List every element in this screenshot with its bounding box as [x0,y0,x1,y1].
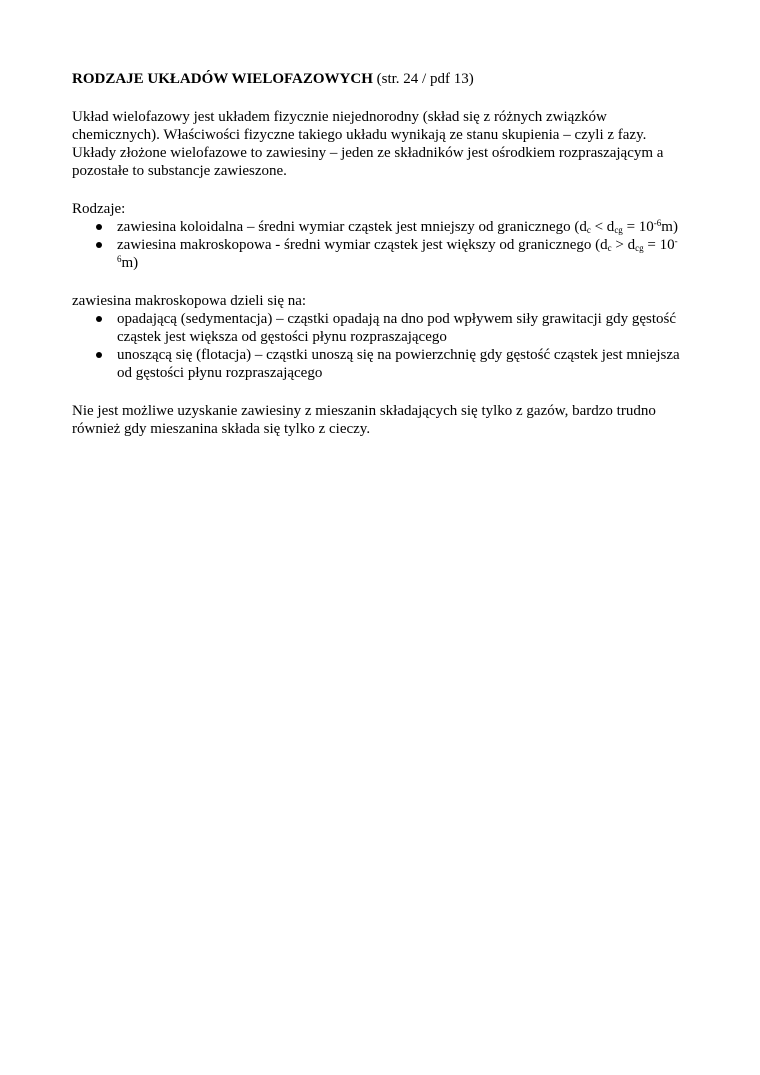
item-operator: < d [590,219,615,235]
item-text: zawiesina makroskopowa - średni wymiar cząstek jest większy od granicznego (d [117,237,608,253]
list-item [72,346,692,382]
subscript: cg [614,225,623,235]
document-page [72,70,692,458]
bullet-icon [96,242,102,248]
item-text: zawiesina koloidalna – średni wymiar cząstek jest mniejszy od granicznego (d [117,219,587,235]
heading-title: RODZAJE UKŁADÓW WIELOFAZOWYCH [72,71,373,87]
closing-paragraph: Nie jest możliwe uzyskanie zawiesiny z mieszanin składających się tylko z gazów, bardzo trudno również gdy mieszanina składa się tylko z cieczy. [72,403,656,437]
intro-paragraph: Układ wielofazowy jest układem fizycznie niejednorodny (skład się z różnych związków chemicznych). Właściwości fizyczne takiego układu wynikają ze stanu skupienia – czyli z fazy. Układy złożone wielofazowe to zawiesiny – jeden ze składników jest ośrodkiem rozpraszającym a pozostałe to substancje zawieszone. [72,109,664,179]
item-text: opadającą (sedymentacja) – cząstki opadają na dno pod wpływem siły grawitacji gdy gęstość cząstek jest większa od gęstości płynu rozpraszającego [117,311,676,345]
superscript: -6 [117,236,678,264]
item-operator: > d [611,237,636,253]
list-item [72,310,692,346]
superscript: -6 [653,218,662,228]
bullet-icon [96,352,102,358]
item-value: = 10 [643,237,675,253]
heading-reference: (str. 24 / pdf 13) [372,71,474,87]
subscript: c [586,225,591,235]
list-item [72,236,692,272]
bullet-icon [96,316,102,322]
item-unit: m) [661,219,678,235]
item-value: = 10 [622,219,654,235]
types-label: Rodzaje: [72,201,126,217]
subscript: c [607,243,612,253]
subscript: cg [635,243,644,253]
bullet-icon [96,224,102,230]
document-heading [72,70,692,88]
item-unit: m) [121,255,139,271]
macro-label: zawiesina makroskopowa dzieli się na: [72,293,307,309]
types-list [72,218,692,272]
macro-list [72,310,692,382]
item-text: unoszącą się (flotacja) – cząstki unoszą się na powierzchnię gdy gęstość cząstek jest mniejsza od gęstości płynu rozpraszającego [117,347,680,381]
list-item [72,218,692,236]
